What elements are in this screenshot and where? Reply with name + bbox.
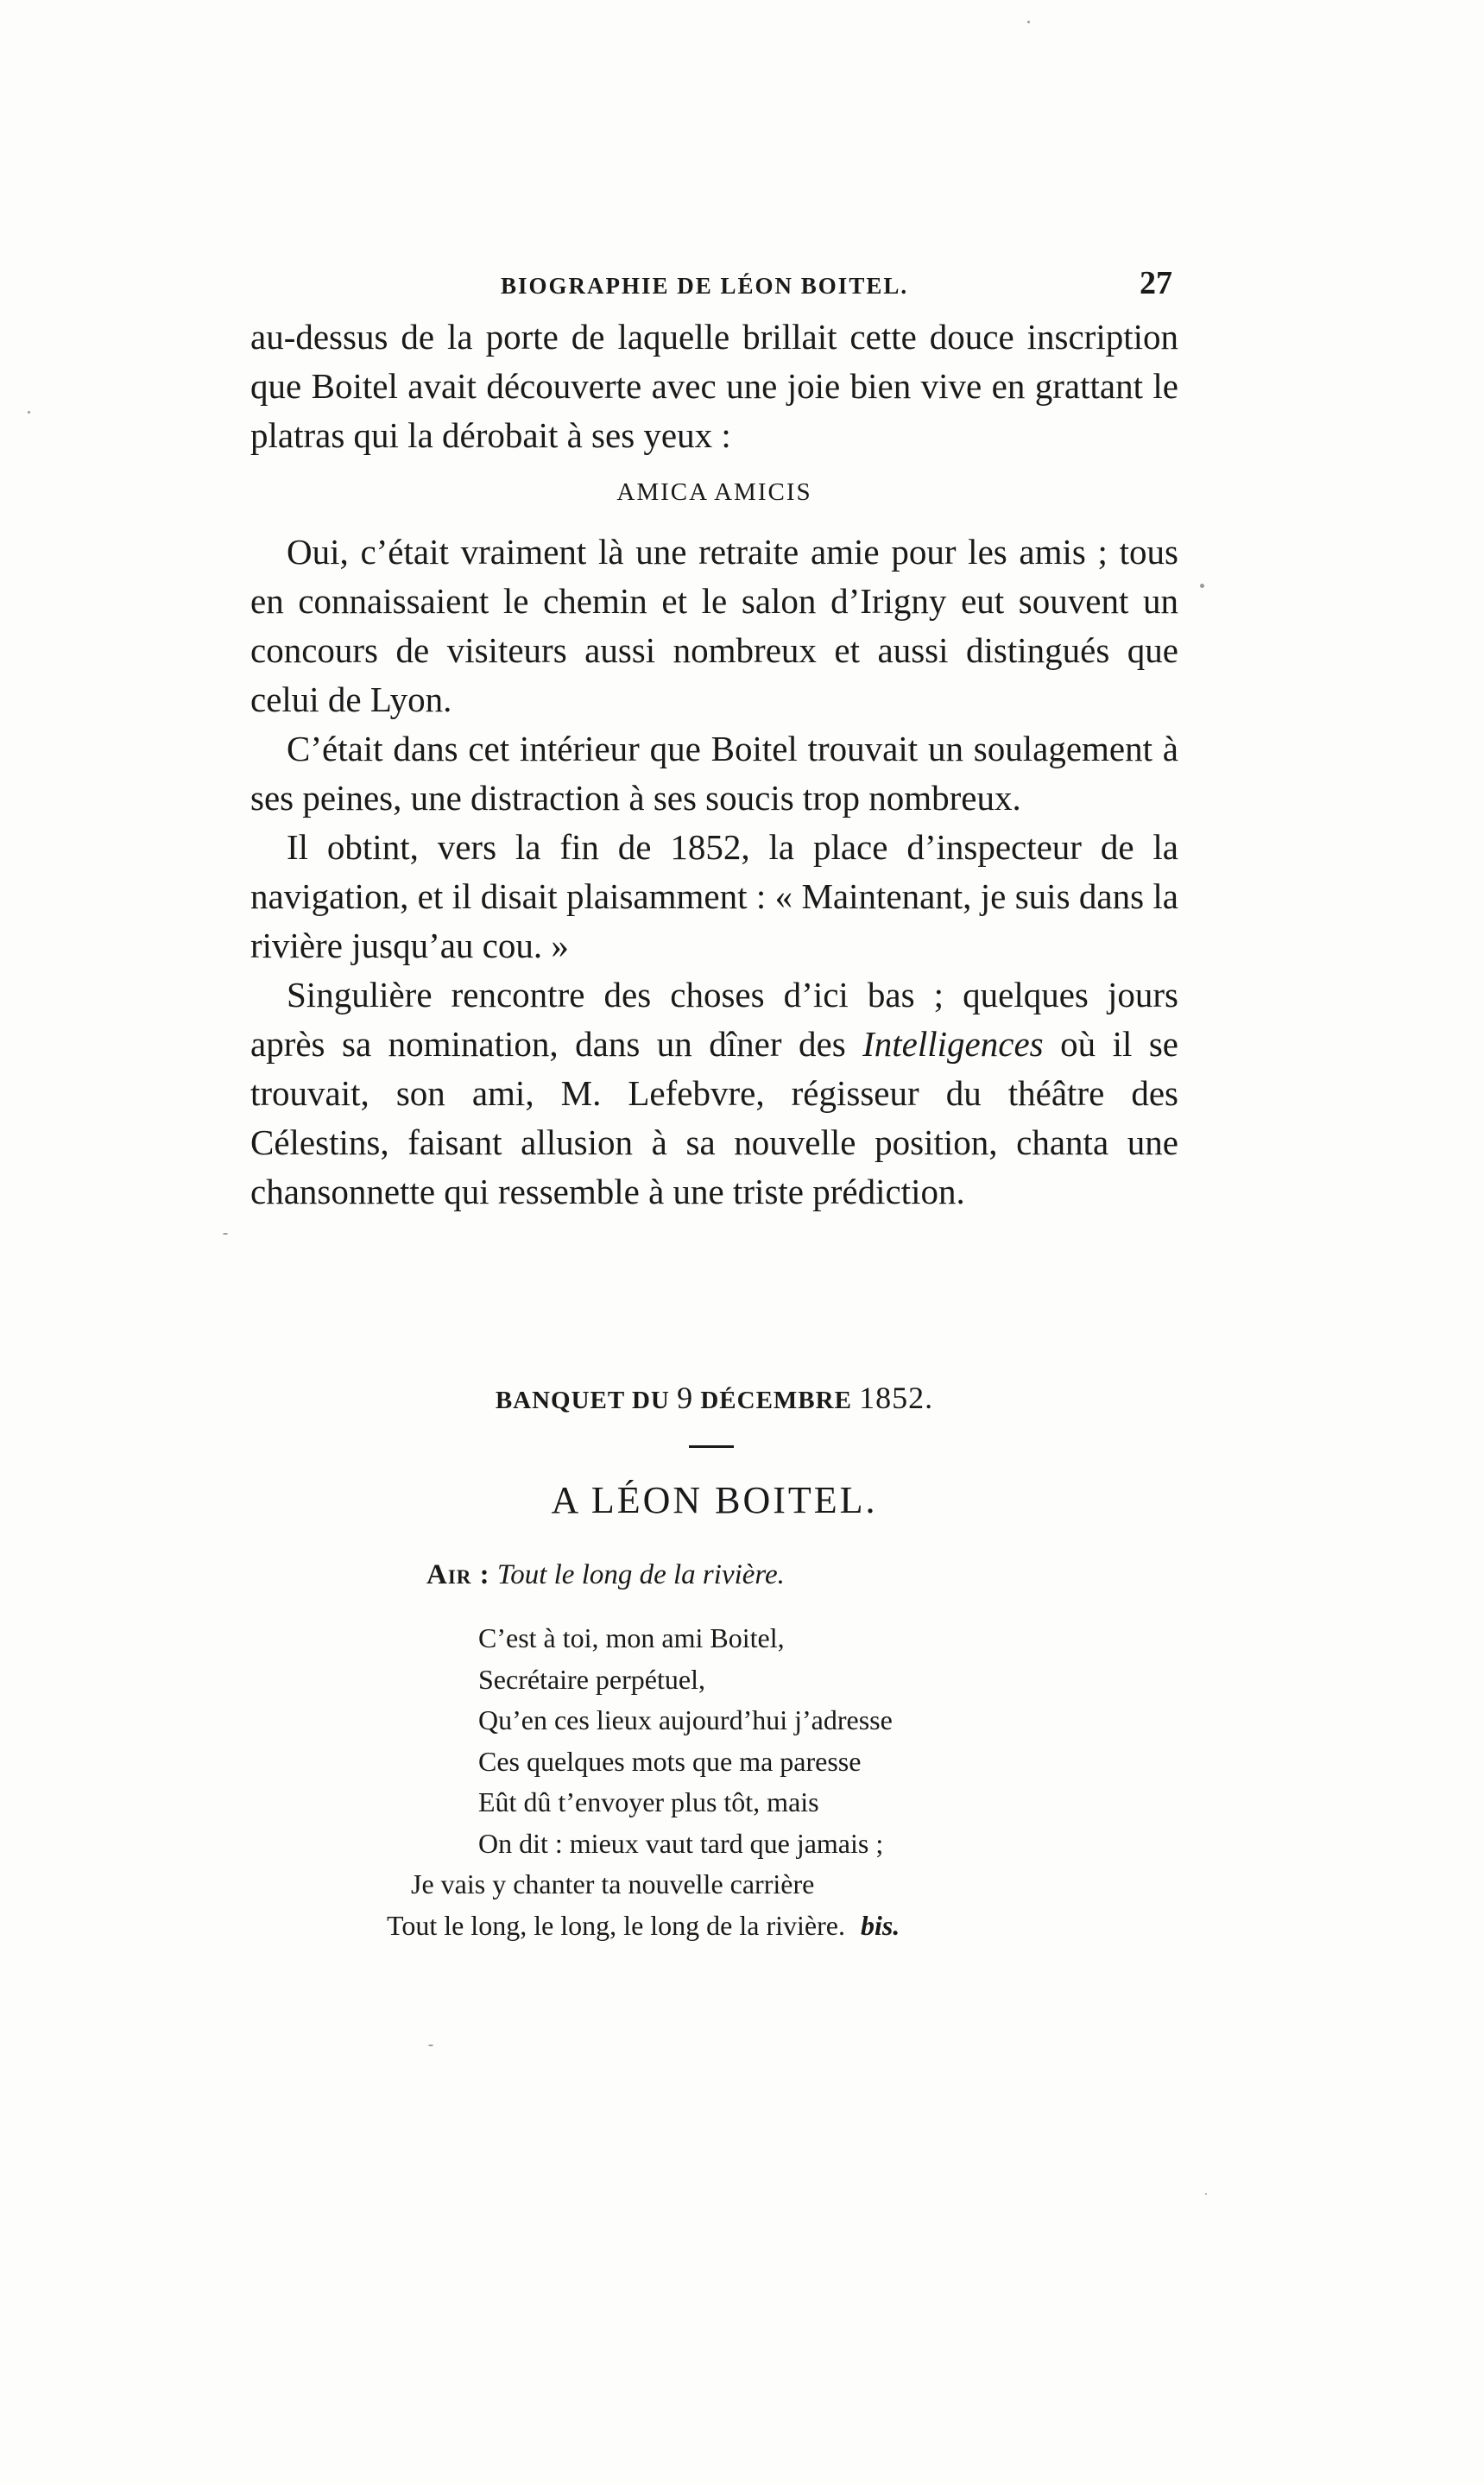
paragraph-5-italic: Intelligences xyxy=(862,1024,1044,1064)
running-head xyxy=(250,264,1183,307)
paper-speck xyxy=(223,1233,228,1235)
paragraph-4: Il obtint, vers la fin de 1852, la place d’inspecteur de la navigation, et il disait plaisamment : « Maintenant, je suis dans la rivière jusqu’au cou. » xyxy=(250,827,1178,965)
song-air xyxy=(426,1559,785,1591)
song-verse xyxy=(387,1618,1026,1946)
inscription: AMICA AMICIS xyxy=(616,478,812,506)
paragraph-2: Oui, c’était vraiment là une retraite amie pour les amis ; tous en connaissaient le chemin et le salon d’Irigny eut souvent un concours de visiteurs aussi nombreux et aussi distingués que celui de Lyon. xyxy=(250,532,1178,719)
verse-line: Eût dû t’envoyer plus tôt, mais xyxy=(478,1786,819,1817)
verse-line: Ces quelques mots que ma paresse xyxy=(478,1745,862,1777)
banquet-prefix: BANQUET DU xyxy=(495,1387,678,1414)
banquet-heading xyxy=(250,1380,1178,1416)
verse-line-last xyxy=(387,1906,1026,1947)
paper-speck xyxy=(1205,2193,1207,2195)
paper-speck xyxy=(1200,584,1204,588)
paragraph-5 xyxy=(250,970,1178,1217)
paper-speck xyxy=(1027,21,1030,23)
banquet-year: 1852. xyxy=(859,1381,934,1415)
verse-line: C’est à toi, mon ami Boitel, xyxy=(478,1622,785,1653)
song-title: A LÉON BOITEL. xyxy=(551,1479,878,1521)
running-title: BIOGRAPHIE DE LÉON BOITEL. xyxy=(501,273,909,299)
air-label: Air : xyxy=(426,1559,490,1590)
verse-line: Qu’en ces lieux aujourd’hui j’adresse xyxy=(478,1704,893,1735)
verse-line: Je vais y chanter ta nouvelle carrière xyxy=(411,1868,815,1899)
banquet-day: 9 xyxy=(677,1381,694,1415)
paragraph-5-end: où il se trouvait, son ami, M. Lefebvre, régisseur du théâtre des Célestins, faisant allusion à sa nouvelle position, chanta une chansonnette qui ressemble à une triste prédiction. xyxy=(250,1024,1179,1211)
paragraph-5-start: Singulière rencontre des choses d’ici bas ; quelques jours après sa nomination, dans un dîner des xyxy=(250,975,1178,1064)
page-number: 27 xyxy=(1140,265,1172,301)
verse-line-text: Tout le long, le long, le long de la rivière. xyxy=(387,1909,845,1941)
air-tune: Tout le long de la rivière. xyxy=(496,1559,785,1590)
section-rule xyxy=(689,1445,734,1448)
paper-speck xyxy=(428,2045,433,2046)
body-text xyxy=(250,313,1178,1217)
paragraph-1: au-dessus de la porte de laquelle brillait cette douce inscription que Boitel avait découverte avec une joie bien vive en grattant le platras qui la dérobait à ses yeux : xyxy=(250,317,1178,455)
paragraph-3: C’était dans cet intérieur que Boitel trouvait un soulagement à ses peines, une distraction à ses soucis trop nombreux. xyxy=(250,729,1178,818)
verse-line: On dit : mieux vaut tard que jamais ; xyxy=(478,1827,884,1859)
banquet-month: DÉCEMBRE xyxy=(693,1387,860,1414)
bis-marker: bis. xyxy=(860,1909,900,1941)
verse-line: Secrétaire perpétuel, xyxy=(478,1663,705,1695)
paper-speck xyxy=(28,411,30,414)
